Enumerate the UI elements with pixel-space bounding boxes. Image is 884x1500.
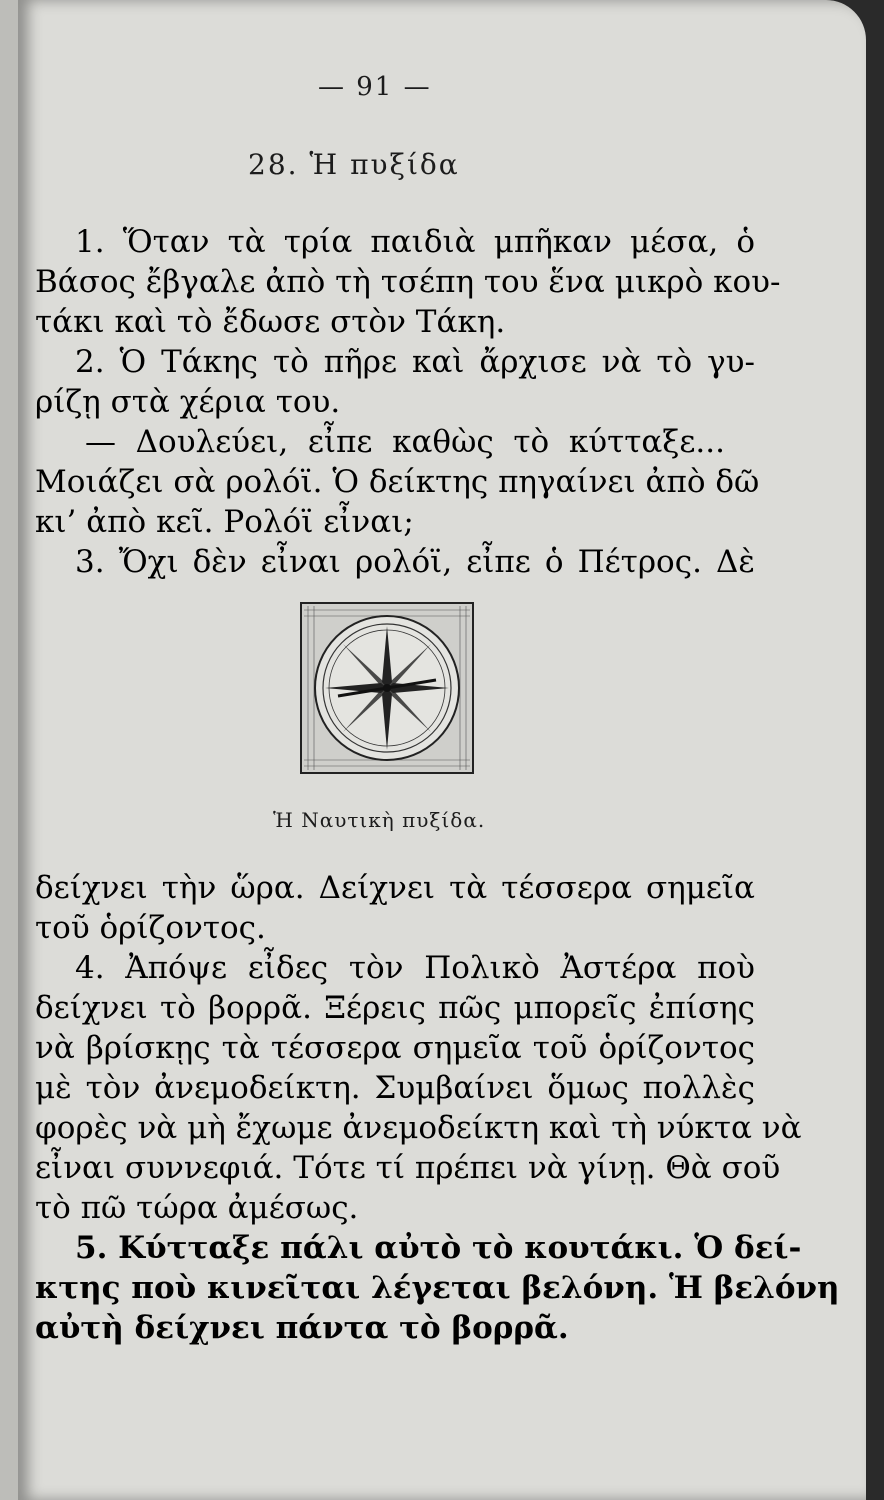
text-line: κτης ποὺ κινεῖται λέγεται βελόνη. Ἡ βελόνη xyxy=(35,1270,840,1306)
text-line: τάκι καὶ τὸ ἔδωσε στὸν Τάκη. xyxy=(35,304,506,340)
chapter-title: 28. Ἡ πυξίδα xyxy=(248,148,460,181)
text-line: κι’ ἀπὸ κεῖ. Ρολόϊ εἶναι; xyxy=(35,504,414,540)
text-line: φορὲς νὰ μὴ ἔχωμε ἀνεμοδείκτη καὶ τὴ νύκτα νὰ xyxy=(35,1110,802,1146)
text-line: δείχνει τὴν ὥρα. Δείχνει τὰ τέσσερα σημεῖα xyxy=(35,870,755,906)
text-line: ρίζῃ στὰ χέρια του. xyxy=(35,384,341,420)
text-line: 2. Ὁ Τάκης τὸ πῆρε καὶ ἄρχισε νὰ τὸ γυ- xyxy=(75,344,755,380)
text-line: 3. Ὄχι δὲν εἶναι ρολόϊ, εἶπε ὁ Πέτρος. Δὲ xyxy=(75,544,755,580)
text-line: αὐτὴ δείχνει πάντα τὸ βορρᾶ. xyxy=(35,1310,569,1346)
text-line: — Δουλεύει, εἶπε καθὼς τὸ κύτταξε... xyxy=(85,424,725,460)
text-line: 1. Ὅταν τὰ τρία παιδιὰ μπῆκαν μέσα, ὁ xyxy=(75,224,755,260)
page-number: — 91 — xyxy=(318,72,432,102)
text-line: τὸ πῶ τώρα ἀμέσως. xyxy=(35,1190,359,1226)
text-line: Μοιάζει σὰ ρολόϊ. Ὁ δείκτης πηγαίνει ἀπὸ δῶ xyxy=(35,464,760,500)
text-line: 5. Κύτταξε πάλι αὐτὸ τὸ κουτάκι. Ὁ δεί- xyxy=(75,1230,802,1266)
compass-rose-icon xyxy=(300,602,474,774)
book-page xyxy=(18,0,866,1500)
text-line: Βάσος ἔβγαλε ἀπὸ τὴ τσέπη του ἕνα μικρὸ κου- xyxy=(35,264,781,300)
text-line: 4. Ἀπόψε εἶδες τὸν Πολικὸ Ἀστέρα ποὺ xyxy=(75,950,755,986)
text-line: δείχνει τὸ βορρᾶ. Ξέρεις πῶς μπορεῖς ἐπίσης xyxy=(35,990,755,1026)
text-line: εἶναι συννεφιά. Τότε τί πρέπει νὰ γίνῃ. Θὰ σοῦ xyxy=(35,1150,781,1186)
text-line: νὰ βρίσκῃς τὰ τέσσερα σημεῖα τοῦ ὁρίζοντος xyxy=(35,1030,755,1066)
figure-caption: Ἡ Ναυτικὴ πυξίδα. xyxy=(273,808,486,832)
compass-figure xyxy=(300,602,474,774)
book-spine xyxy=(0,0,20,1500)
text-line: μὲ τὸν ἀνεμοδείκτη. Συμβαίνει ὅμως πολλὲς xyxy=(35,1070,755,1106)
text-line: τοῦ ὁρίζοντος. xyxy=(35,910,266,946)
